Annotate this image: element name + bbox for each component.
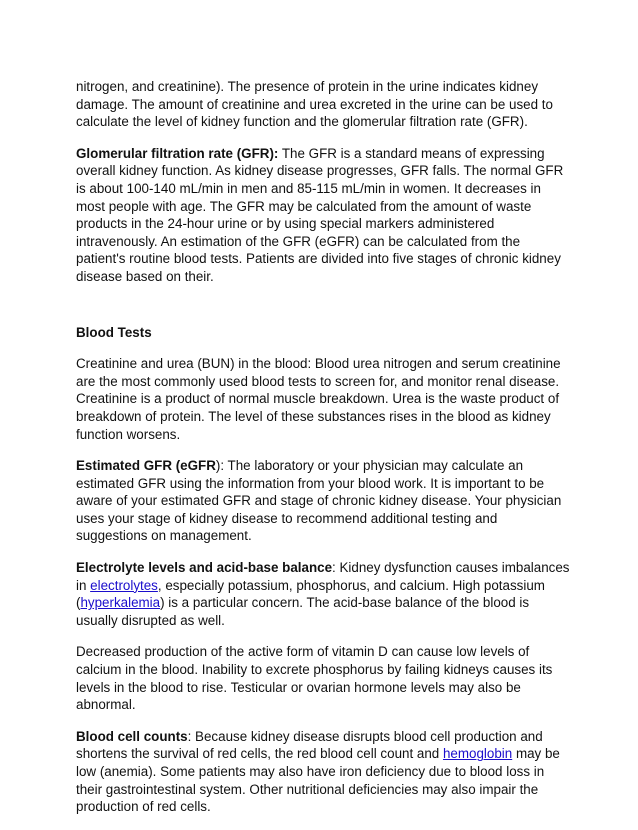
term-egfr: Estimated GFR (eGFR — [76, 458, 216, 474]
term-gfr: Glomerular filtration rate (GFR): — [76, 145, 279, 161]
section-heading-blood-tests: Blood Tests — [76, 324, 152, 340]
paragraph-text: Creatinine and urea (BUN) in the blood: Blood urea nitrogen and serum creatinine are the most commonly used blood tests to screen for, and monitor renal disease. Creatinine is a product of normal muscle breakdown. Urea is the waste product of breakdown of protein. The level of these substances rises in the blood as kidney function worsens. — [76, 356, 561, 442]
paragraph-text: : Because kidney disease disrupts blood cell production and shortens the survival of red cells, the red blood cell count and — [76, 728, 543, 762]
link-hyperkalemia[interactable]: hyperkalemia — [80, 595, 161, 611]
paragraph-electrolytes — [76, 559, 570, 629]
paragraph-text: Decreased production of the active form of vitamin D can cause low levels of calcium in the blood. Inability to excrete phosphorus by failing kidneys causes its levels in the blood to rise. Testicular or ovarian hormone levels may also be abnormal. — [76, 644, 553, 713]
paragraph-text: The GFR is a standard means of expressing overall kidney function. As kidney disease progresses, GFR falls. The normal GFR is about 100-140 mL/min in men and 85-115 mL/min in women. It decreases in most people with age. The GFR may be calculated from the amount of waste products in the 24-hour urine or by using special markers administered intravenously. An estimation of the GFR (eGFR) can be calculated from the patient's routine blood tests. Patients are divided into five stages of chronic kidney disease based on their. — [76, 145, 564, 284]
paragraph-text: nitrogen, and creatinine). The presence of protein in the urine indicates kidney damage. The amount of creatinine and urea excreted in the urine can be used to calculate the level of kidney function and the glomerular filtration rate (GFR). — [76, 79, 553, 130]
term-electrolyte: Electrolyte levels and acid-base balance — [76, 560, 333, 576]
paragraph-creatinine-urea — [76, 355, 570, 443]
paragraph-text: may be low (anemia). Some patients may also have iron deficiency due to blood loss in their gastrointestinal system. Other nutritional deficiencies may also impair the production of red cells. — [76, 746, 560, 815]
link-hemoglobin[interactable]: hemoglobin — [442, 746, 513, 762]
paragraph-text: , especially potassium, phosphorus, and calcium. High potassium ( — [76, 577, 545, 611]
paragraph-text: ) is a particular concern. The acid-base balance of the blood is usually disrupted as well. — [76, 595, 530, 628]
paragraph-egfr — [76, 457, 570, 545]
paragraph-vitamin-d — [76, 643, 570, 713]
document-page — [76, 78, 570, 830]
term-blood-cell-counts: Blood cell counts — [76, 728, 188, 744]
paragraph-blood-cell-counts — [76, 728, 570, 816]
paragraph-text: ): The laboratory or your physician may calculate an estimated GFR using the information from your blood work. It is important to be aware of your estimated GFR and stage of chronic kidney disease. Your physician uses your stage of kidney disease to recommend additional testing and suggestions on management. — [76, 458, 562, 544]
paragraph-text: : Kidney dysfunction causes imbalances in — [76, 560, 570, 593]
link-electrolytes[interactable]: electrolytes — [90, 577, 158, 593]
paragraph-urine-protein — [76, 78, 570, 131]
paragraph-gfr — [76, 145, 570, 286]
